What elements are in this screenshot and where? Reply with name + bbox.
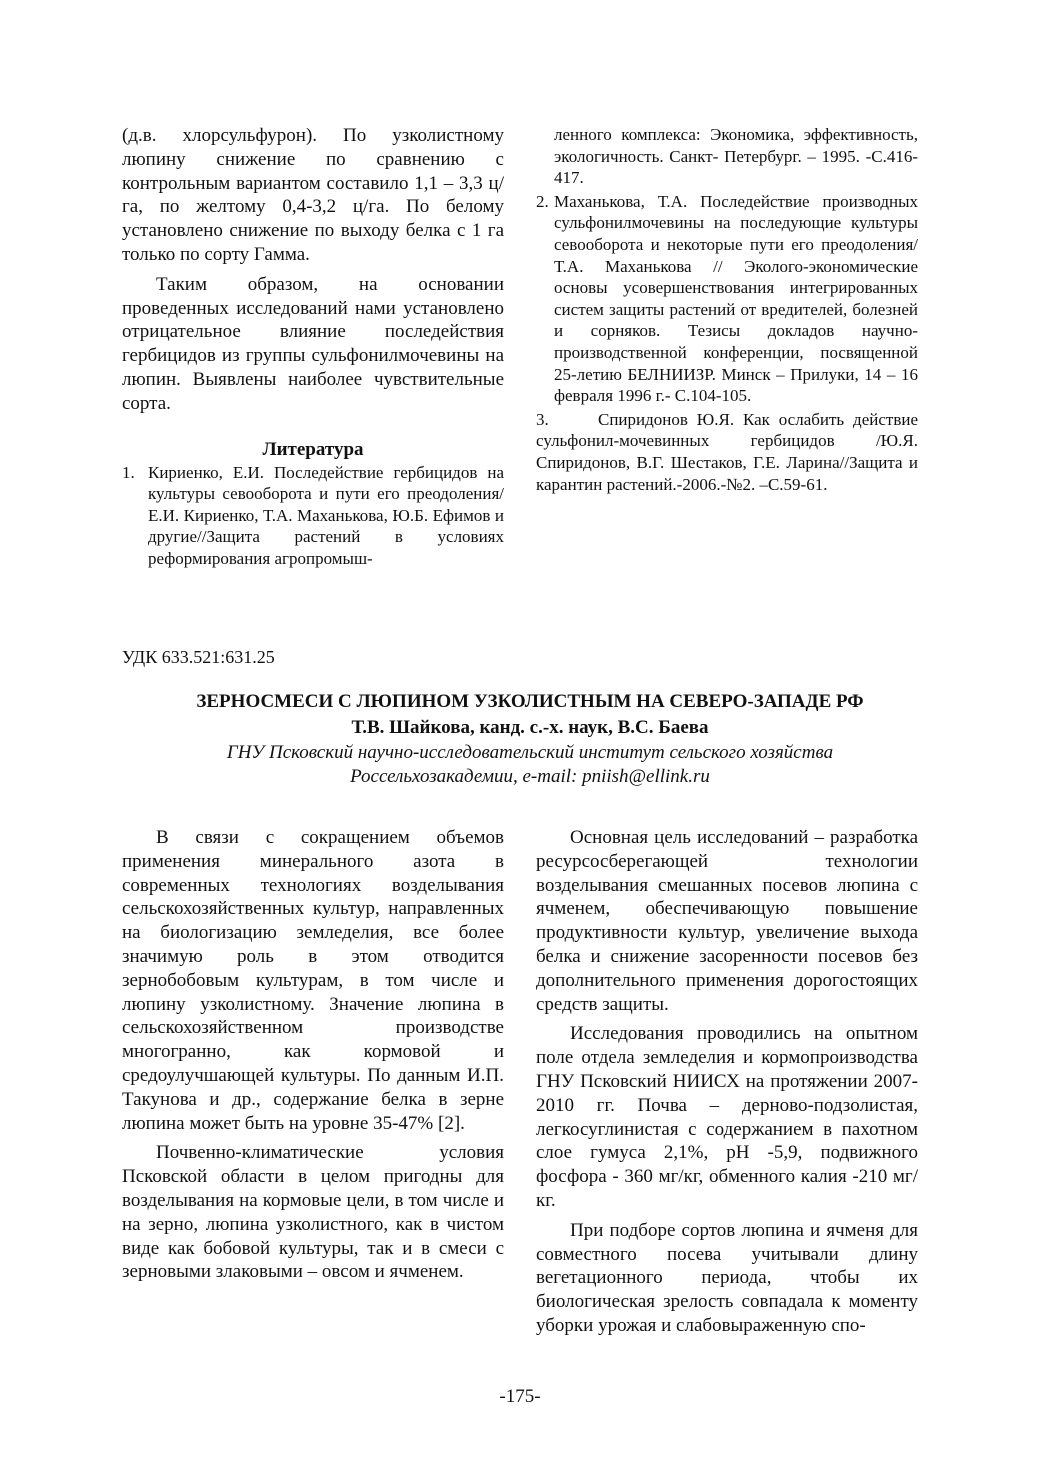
reference-item-1-continued bbox=[536, 124, 918, 189]
paragraph-methods: Исследования проводились на опытном поле отдела земледелия и кормопроизводства ГНУ Псковский НИИСХ на протяжении 2007-2010 гг. Почва – дерново-подзолистая, легкосуглинистая с содержанием в пахотном слое гумуса 2,1%, рН -5,9, подвижного фосфора - 360 мг/кг, обменного калия -210 мг/кг. bbox=[536, 1023, 918, 1211]
affiliation-line-1: ГНУ Псковский научно-исследовательский институт сельского хозяйства bbox=[226, 742, 834, 763]
reference-text: Спиридонов Ю.Я. Как ослабить действие сульфонил-мочевинных гербицидов /Ю.Я. Спиридонов, В.Г. Шестаков, Г.Е. Ларина//Защита и карантин растений.-2006.-№2. –С.59-61. bbox=[536, 409, 918, 494]
reference-text: Маханькова, Т.А. Последействие производных сульфонилмочевины на последующие культуры севооборота и некоторые пути его преодоления/ Т.А. Маханькова // Эколого-экономические основы усовершенствования интегрированных систем защиты растений от вредителей, болезней и сорняков. Тезисы докладов научно-производственной конференции, посвященной 25-летию БЕЛНИИЗР. Минск – Прилуки, 14 – 16 февраля 1996 г.- С.104-105. bbox=[554, 191, 918, 406]
top-right-column bbox=[536, 124, 918, 497]
udk-code: УДК 633.521:631.25 bbox=[122, 647, 275, 667]
paragraph-conditions: Почвенно-климатические условия Псковской области в целом пригодны для возделывания на кормовые цели, в том числе и на зерно, люпина узколистного, как в чистом виде как бобовой культуры, так и в смеси с зерновыми злаковыми – овсом и ячменем. bbox=[122, 1142, 504, 1283]
article-affiliation bbox=[110, 741, 950, 789]
bottom-right-column bbox=[536, 826, 918, 1344]
literature-heading: Литература bbox=[262, 438, 364, 460]
reference-number: 3. bbox=[536, 409, 549, 429]
bottom-left-column bbox=[122, 826, 504, 1290]
affiliation-line-2: Россельхозакадемии, e-mail: pniish@ellink.ru bbox=[350, 766, 710, 787]
reference-number: 1. bbox=[122, 462, 135, 482]
top-left-column bbox=[122, 124, 504, 572]
reference-number: 2. bbox=[536, 191, 549, 211]
reference-text: ленного комплекса: Экономика, эффективность, экологичность. Санкт- Петербург. – 1995. -С.416-417. bbox=[554, 125, 918, 188]
page-number: -175- bbox=[499, 1386, 541, 1407]
paragraph-goal: Основная цель исследований – разработка ресурсосберегающей технологии возделывания смешанных посевов люпина с ячменем, обеспечивающую повышение продуктивности культур, увеличение выхода белка и снижение засоренности посевов без дополнительного применения дорогостоящих средств защиты. bbox=[536, 827, 918, 1015]
article-authors: Т.В. Шайкова, канд. с.-х. наук, В.С. Баева bbox=[351, 717, 709, 738]
reference-text: Кириенко, Е.И. Последействие гербицидов на культуры севооборота и пути его преодоления/Е.И. Кириенко, Т.А. Маханькова, Ю.Б. Ефимов и другие//Защита растений в условиях реформирования агропромыш- bbox=[148, 462, 504, 568]
paragraph-continuation: (д.в. хлорсульфурон). По узколистному люпину снижение по сравнению с контрольным вариантом составило 1,1 – 3,3 ц/га, по желтому 0,4-3,2 ц/га. По белому установлено снижение по выходу белка с 1 га только по сорту Гамма. bbox=[122, 125, 504, 265]
reference-item-3 bbox=[536, 409, 918, 495]
paragraph-conclusion: Таким образом, на основании проведенных исследований нами установлено отрицательное влияние последействия гербицидов из группы сульфонилмочевины на люпин. Выявлены наиболее чувствительные сорта. bbox=[122, 273, 504, 414]
paragraph-varieties: При подборе сортов люпина и ячменя для совместного посева учитывали длину вегетационного периода, чтобы их биологическая зрелость совпадала к моменту уборки урожая и слабовыраженную спо- bbox=[536, 1219, 918, 1336]
reference-item-2 bbox=[536, 191, 918, 407]
paragraph-intro: В связи с сокращением объемов применения минерального азота в современных технологиях возделывания сельскохозяйственных культур, направленных на биологизацию земледелия, все более значимую роль в этом отводится зернобобовым культурам, в том числе и люпину узколистному. Значение люпина в сельскохозяйственном производстве многогранно, как кормовой и средоулучшающей культуры. По данным И.П. Такунова и др., содержание белка в зерне люпина может быть на уровне 35-47% [2]. bbox=[122, 827, 504, 1134]
reference-item-1 bbox=[122, 462, 504, 570]
article-title: ЗЕРНОСМЕСИ С ЛЮПИНОМ УЗКОЛИСТНЫМ НА СЕВЕРО-ЗАПАДЕ РФ bbox=[196, 691, 864, 712]
